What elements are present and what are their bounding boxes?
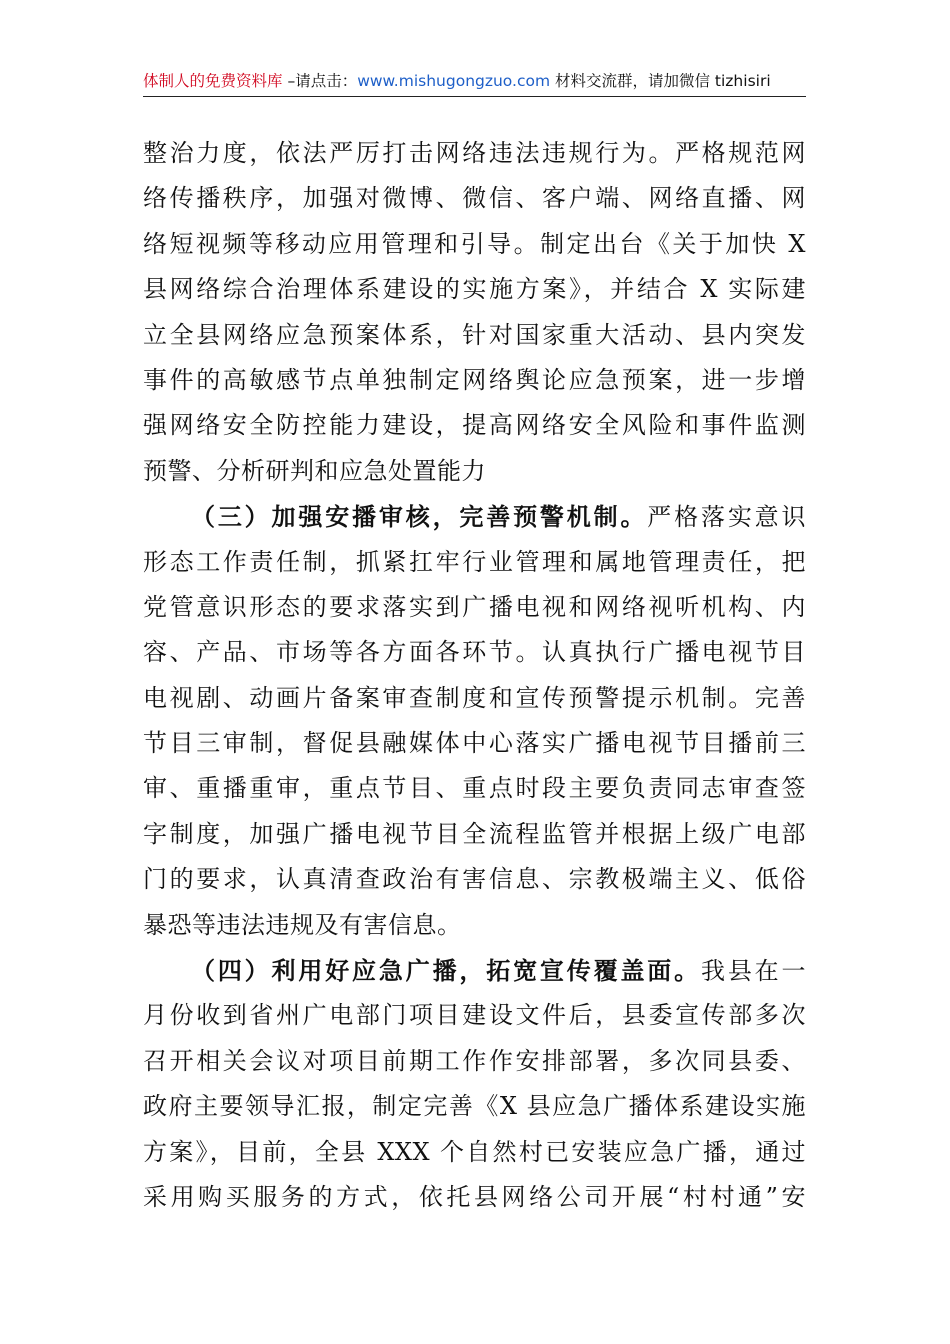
text-line: 门的要求，认真清查政治有害信息、宗教极端主义、低俗 xyxy=(143,865,806,894)
page-header xyxy=(143,66,806,97)
text-line: 容、产品、市场等各方面各环节。认真执行广播电视节目 xyxy=(143,638,806,667)
text-line: 审、重播重审，重点节目、重点时段主要负责同志审查签 xyxy=(143,774,806,803)
header-prompt: –请点击： xyxy=(282,72,358,90)
text-line: 立全县网络应急预案体系，针对国家重大活动、县内突发 xyxy=(143,320,806,349)
section-heading-4: （四）利用好应急广播，拓宽宣传覆盖面。 xyxy=(191,956,701,986)
text-line: 形态工作责任制，抓紧扛牢行业管理和属地管理责任，把 xyxy=(143,547,806,576)
header-brand: 体制人的免费资料库 xyxy=(143,72,283,90)
section-heading-3: （三）加强安播审核，完善预警机制。 xyxy=(191,502,648,532)
text-line: 暴恐等违法违规及有害信息。 xyxy=(143,910,462,939)
text-line: 预警、分析研判和应急处置能力 xyxy=(143,456,486,485)
text-line: 事件的高敏感节点单独制定网络舆论应急预案，进一步增 xyxy=(143,365,806,394)
header-website-link[interactable]: www.mishugongzuo.com xyxy=(357,72,551,90)
text-line xyxy=(143,948,806,993)
text-run: 严格落实意识 xyxy=(647,503,807,532)
text-line: 方案》，目前，全县 XXX 个自然村已安装应急广播，通过 xyxy=(143,1137,806,1166)
header-contact: 材料交流群，请加微信 tizhisiri xyxy=(550,72,771,90)
paragraph-3 xyxy=(143,948,806,1220)
text-line: 党管意识形态的要求落实到广播电视和网络视听机构、内 xyxy=(143,592,806,621)
text-line: 政府主要领导汇报，制定完善《X 县应急广播体系建设实施 xyxy=(143,1092,806,1121)
text-line: 县网络综合治理体系建设的实施方案》，并结合 X 实际建 xyxy=(143,275,806,304)
text-line: 节目三审制，督促县融媒体中心落实广播电视节目播前三 xyxy=(143,729,806,758)
paragraph-1 xyxy=(143,131,806,494)
text-line xyxy=(143,494,806,539)
text-run: 我县在一 xyxy=(700,957,807,986)
document-body xyxy=(143,131,806,1220)
text-line: 采用购买服务的方式，依托县网络公司开展“村村通”安 xyxy=(143,1182,806,1211)
paragraph-2 xyxy=(143,494,806,948)
text-line: 络短视频等移动应用管理和引导。制定出台《关于加快 X xyxy=(143,229,806,258)
text-line: 整治力度，依法严厉打击网络违法违规行为。严格规范网 xyxy=(143,139,806,167)
text-line: 电视剧、动画片备案审查制度和宣传预警提示机制。完善 xyxy=(143,683,806,712)
text-line: 月份收到省州广电部门项目建设文件后，县委宣传部多次 xyxy=(143,1001,806,1030)
text-line: 强网络安全防控能力建设，提高网络安全风险和事件监测 xyxy=(143,411,806,440)
text-line: 络传播秩序，加强对微博、微信、客户端、网络直播、网 xyxy=(143,184,806,213)
text-line: 召开相关会议对项目前期工作作安排部署，多次同县委、 xyxy=(143,1046,806,1075)
text-line: 字制度，加强广播电视节目全流程监管并根据上级广电部 xyxy=(143,819,806,848)
